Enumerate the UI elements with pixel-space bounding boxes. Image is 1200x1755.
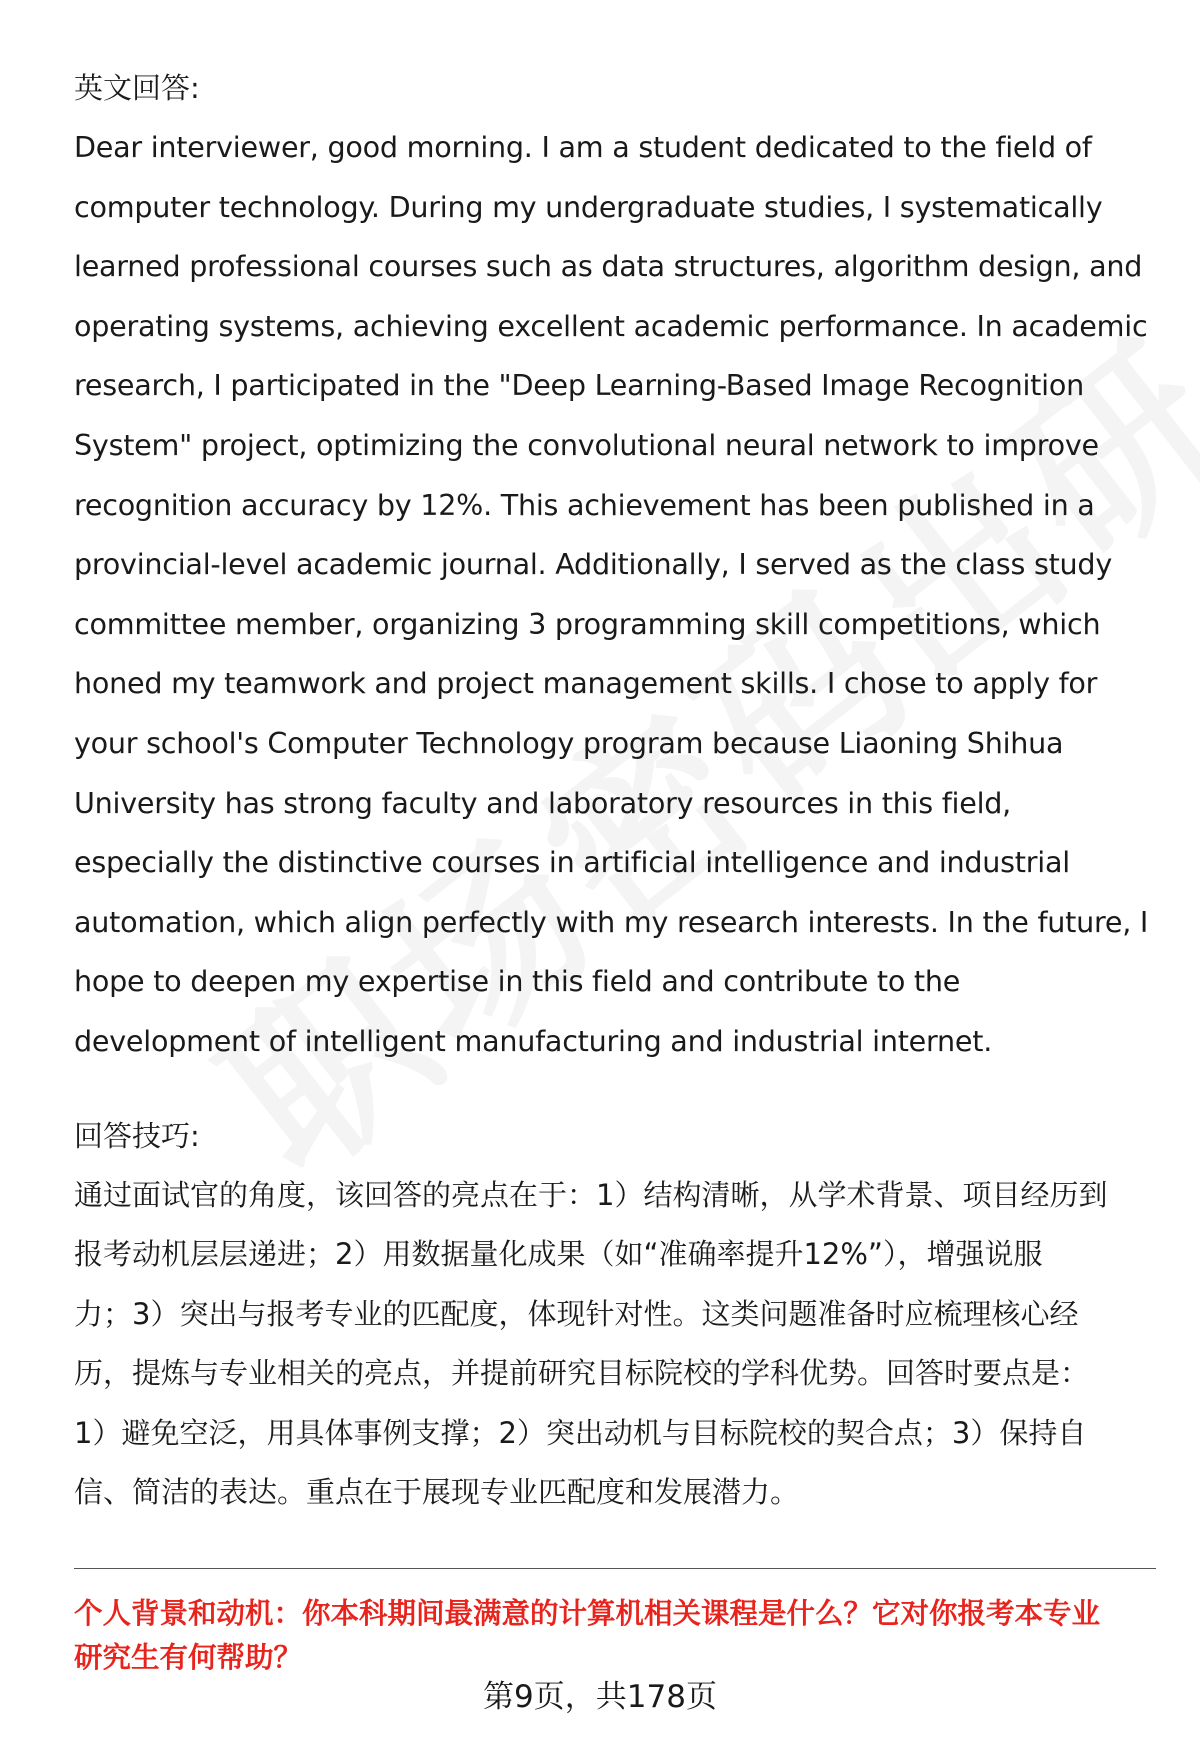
next-question-heading xyxy=(74,1592,1156,1680)
english-answer-line: your school's Computer Technology program because Liaoning Shihua xyxy=(74,725,1064,760)
english-answer-line: recognition accuracy by 12%. This achievement has been published in a xyxy=(74,487,1095,522)
tips-line: 报考动机层层递进；2）用数据量化成果（如“准确率提升12%”），增强说服 xyxy=(74,1237,1043,1271)
english-answer-line: operating systems, achieving excellent academic performance. In academic xyxy=(74,308,1148,343)
english-answer-line: honed my teamwork and project management skills. I chose to apply for xyxy=(74,666,1098,701)
english-answer-line: especially the distinctive courses in artificial intelligence and industrial xyxy=(74,845,1070,880)
tips-label: 回答技巧: xyxy=(74,1118,200,1153)
tips-text xyxy=(74,1166,1154,1523)
english-answer-line: hope to deepen my expertise in this field and contribute to the xyxy=(74,964,961,999)
english-answer-line: automation, which align perfectly with my research interests. In the future, I xyxy=(74,904,1149,939)
english-answer-line: committee member, organizing 3 programming skill competitions, which xyxy=(74,606,1101,641)
english-answer-line: provincial-level academic journal. Additionally, I served as the class study xyxy=(74,547,1112,582)
english-answer-line: computer technology. During my undergraduate studies, I systematically xyxy=(74,189,1103,224)
english-answer-line: System" project, optimizing the convolutional neural network to improve xyxy=(74,427,1099,462)
english-answer-label: 英文回答: xyxy=(74,71,200,105)
tips-line: 通过面试官的角度，该回答的亮点在于：1）结构清晰，从学术背景、项目经历到 xyxy=(74,1177,1108,1212)
section-divider xyxy=(74,1568,1156,1569)
english-answer-line: University has strong faculty and laboratory resources in this field, xyxy=(74,785,1012,820)
next-question-line: 个人背景和动机：你本科期间最满意的计算机相关课程是什么？它对你报考本专业 xyxy=(74,1597,1101,1630)
next-question-line: 研究生有何帮助？ xyxy=(74,1641,303,1674)
english-answer-line: research, I participated in the "Deep Learning-Based Image Recognition xyxy=(74,368,1084,403)
english-answer-line: Dear interviewer, good morning. I am a student dedicated to the field of xyxy=(74,130,1092,164)
tips-line: 1）避免空泛，用具体事例支撑；2）突出动机与目标院校的契合点；3）保持自 xyxy=(74,1415,1087,1450)
english-answer-text xyxy=(74,118,1154,1072)
tips-line: 信、简洁的表达。重点在于展现专业匹配度和发展潜力。 xyxy=(74,1475,800,1509)
english-answer-line: learned professional courses such as data structures, algorithm design, and xyxy=(74,249,1143,284)
english-answer-line: development of intelligent manufacturing and industrial internet. xyxy=(74,1023,993,1058)
tips-line: 历，提炼与专业相关的亮点，并提前研究目标院校的学科优势。回答时要点是： xyxy=(74,1356,1090,1390)
tips-line: 力；3）突出与报考专业的匹配度，体现针对性。这类问题准备时应梳理核心经 xyxy=(74,1296,1079,1331)
document-body xyxy=(74,58,1154,1523)
page-number: 第9页，共178页 xyxy=(483,1679,717,1715)
